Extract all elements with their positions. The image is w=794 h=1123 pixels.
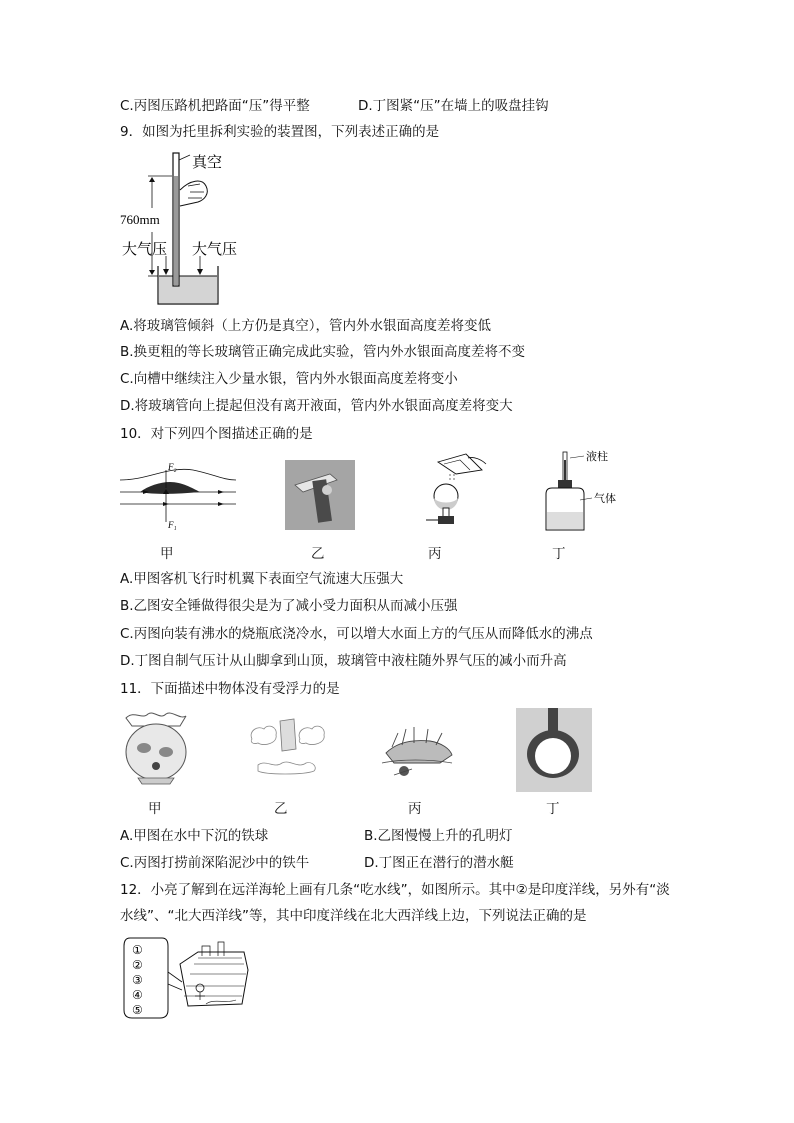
q11-option-c: C.丙图打捞前深陷泥沙中的铁牛 — [120, 855, 310, 871]
load-line-mark-2: ② — [132, 958, 143, 972]
kongming-lantern-figure — [248, 713, 328, 778]
q10-caption-yi: 乙 — [311, 546, 325, 562]
q11-caption-jia: 甲 — [148, 801, 162, 817]
atm-right-label: 大气压 — [192, 240, 238, 258]
q10-stem: 10．对下列四个图描述正确的是 — [120, 426, 313, 442]
barometer-bottle-figure — [540, 450, 635, 535]
q10-caption-ding: 丁 — [552, 546, 566, 562]
q11-caption-ding: 丁 — [546, 801, 560, 817]
ship-load-lines-figure — [118, 934, 250, 1024]
iron-ox-figure — [380, 723, 455, 783]
fishbowl-figure — [120, 708, 192, 786]
q9-option-c: C.向槽中继续注入少量水银，管内外水银面高度差将变小 — [120, 371, 458, 387]
q11-option-d: D.丁图正在潜行的潜水艇 — [364, 855, 514, 871]
f2-label: F₂ — [168, 462, 177, 472]
q10-option-c: C.丙图向装有沸水的烧瓶底浇冷水，可以增大水面上方的气压从而降低水的沸点 — [120, 626, 593, 642]
q12-line-1: 12．小亮了解到在远洋海轮上画有几条“吃水线”，如图所示。其中②是印度洋线，另外有“淡 — [120, 882, 670, 898]
load-line-mark-5: ⑤ — [132, 1003, 143, 1017]
safety-hammer-photo — [285, 460, 355, 530]
q10-option-a: A.甲图客机飞行时机翼下表面空气流速大压强大 — [120, 571, 404, 587]
q10-option-d: D.丁图自制气压计从山脚拿到山顶，玻璃管中液柱随外界气压的减小而升高 — [120, 653, 567, 669]
f1-label: F₁ — [168, 520, 177, 530]
q11-caption-yi: 乙 — [274, 801, 288, 817]
q12-line-2: 水线”、“北大西洋线”等，其中印度洋线在北大西洋线上边，下列说法正确的是 — [120, 908, 587, 924]
q10-option-b: B.乙图安全锤做得很尖是为了减小受力面积从而减小压强 — [120, 598, 458, 614]
q10-caption-jia: 甲 — [160, 546, 174, 562]
height-760mm-label: 760mm — [120, 212, 160, 227]
q8-option-d: D.丁图紧“压”在墙上的吸盘挂钩 — [358, 98, 549, 114]
q9-option-b: B.换更粗的等长玻璃管正确完成此实验，管内外水银面高度差将不变 — [120, 344, 526, 360]
q8-option-c: C.丙图压路机把路面“压”得平整 — [120, 98, 310, 114]
atm-left-label: 大气压 — [122, 240, 168, 258]
q9-option-d: D.将玻璃管向上提起但没有离开液面，管内外水银面高度差将变大 — [120, 398, 513, 414]
flask-cooling-figure — [416, 452, 496, 537]
liquid-column-label: 液柱 — [586, 450, 608, 463]
q11-caption-bing: 丙 — [408, 801, 422, 817]
load-line-mark-3: ③ — [132, 973, 143, 987]
q11-stem: 11．下面描述中物体没有受浮力的是 — [120, 681, 340, 697]
submarine-figure — [516, 708, 592, 792]
load-line-mark-4: ④ — [132, 988, 143, 1002]
load-line-mark-1: ① — [132, 943, 143, 957]
q9-stem: 9．如图为托里拆利实验的装置图，下列表述正确的是 — [120, 124, 440, 140]
q11-option-b: B.乙图慢慢上升的孔明灯 — [364, 828, 513, 844]
q9-option-a: A.将玻璃管倾斜（上方仍是真空），管内外水银面高度差将变低 — [120, 318, 492, 334]
airfoil-figure — [118, 460, 238, 535]
vacuum-label: 真空 — [192, 153, 223, 171]
torricelli-figure — [118, 148, 258, 308]
q11-option-a: A.甲图在水中下沉的铁球 — [120, 828, 269, 844]
gas-label: 气体 — [594, 492, 616, 505]
q10-caption-bing: 丙 — [428, 546, 442, 562]
